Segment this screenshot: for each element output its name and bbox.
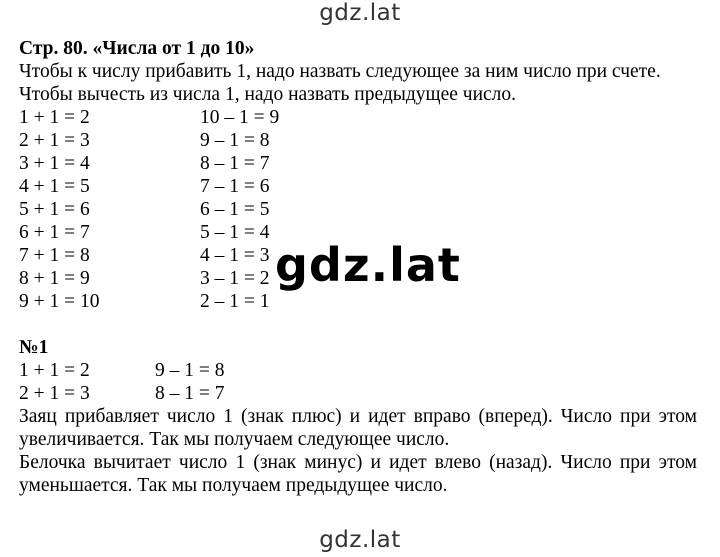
equation-row [19,152,697,175]
page-title: Стр. 80. «Числа от 1 до 10» [19,38,255,59]
subtraction-equation: 4 – 1 = 3 [200,245,270,266]
subtraction-equation: 8 – 1 = 7 [200,153,270,174]
addition-equation: 2 + 1 = 3 [19,130,90,151]
subtraction-equation: 9 – 1 = 8 [155,360,225,381]
addition-equation: 7 + 1 = 8 [19,245,90,266]
subtraction-equation: 5 – 1 = 4 [200,222,270,243]
rule-subtraction: Чтобы вычесть из числа 1, надо назвать предыдущее число. [19,84,517,105]
task-equation-row [19,382,697,405]
addition-equation: 1 + 1 = 2 [19,107,90,128]
addition-equation: 2 + 1 = 3 [19,383,90,404]
addition-equation: 1 + 1 = 2 [19,360,90,381]
squirrel-explanation: Белочка вычитает число 1 (знак минус) и идет влево (назад). Число при этом уменьшается. Так мы получаем предыдущее число. [19,452,697,496]
subtraction-equation: 6 – 1 = 5 [200,199,270,220]
addition-equation: 6 + 1 = 7 [19,222,90,243]
subtraction-equation: 10 – 1 = 9 [200,107,280,128]
subtraction-equation: 8 – 1 = 7 [155,383,225,404]
task-equations [19,359,697,405]
subtraction-equation: 2 – 1 = 1 [200,291,270,312]
watermark-top: gdz.lat [319,0,401,26]
addition-equation: 3 + 1 = 4 [19,153,90,174]
subtraction-equation: 3 – 1 = 2 [200,268,270,289]
spacer [19,313,697,336]
addition-equation: 9 + 1 = 10 [19,291,100,312]
equation-row [19,290,697,313]
watermark-center: gdz.lat [275,238,461,292]
rule-addition: Чтобы к числу прибавить 1, надо назвать следующее за ним число при счете. [19,61,661,82]
watermark-bottom: gdz.lat [319,527,401,553]
task-equation-row [19,359,697,382]
addition-equation: 8 + 1 = 9 [19,268,90,289]
subtraction-equation: 9 – 1 = 8 [200,130,270,151]
task-number: №1 [19,337,49,358]
equation-row [19,129,697,152]
addition-equation: 4 + 1 = 5 [19,176,90,197]
addition-equation: 5 + 1 = 6 [19,199,90,220]
equation-row [19,198,697,221]
hare-explanation: Заяц прибавляет число 1 (знак плюс) и идет вправо (вперед). Число при этом увеличивается. Так мы получаем следующее число. [19,406,697,450]
equation-row [19,106,697,129]
equation-row [19,175,697,198]
subtraction-equation: 7 – 1 = 6 [200,176,270,197]
